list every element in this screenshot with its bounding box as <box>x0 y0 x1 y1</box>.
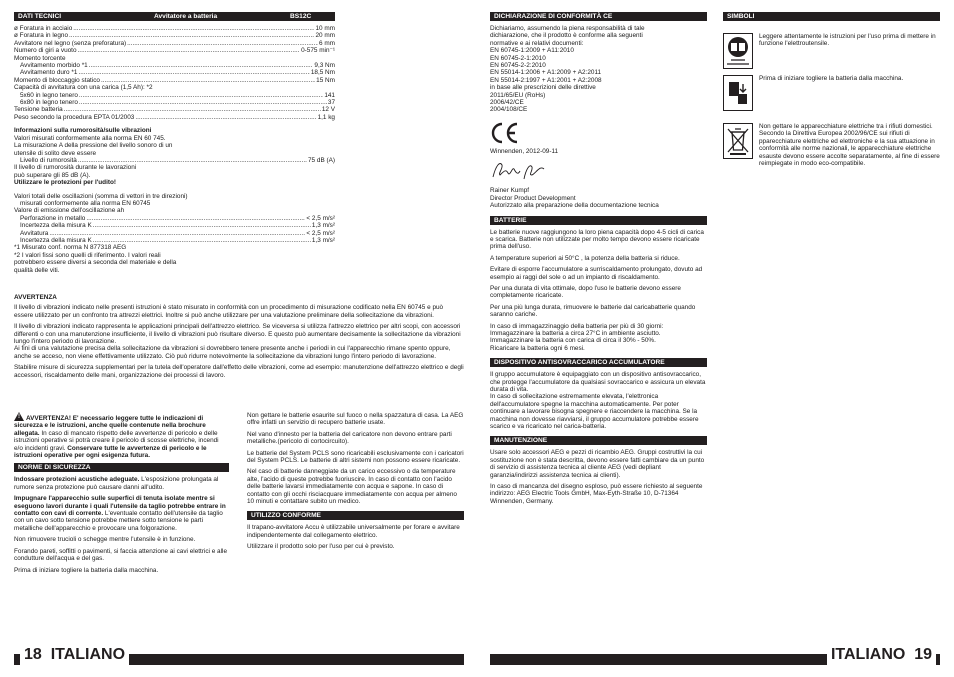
vibration-row <box>14 222 335 229</box>
warning-text: In caso di mancato rispetto delle avvertenze di pericolo e delle istruzioni operative si potrà creare il pericolo di scosse elettriche, incendi e/o incidenti gravi. <box>14 429 219 452</box>
conformity-line: EN 55014-2:1997 + A1:2001 + A2:2008 <box>490 76 602 84</box>
conformity-line: EN 55014-1:2006 + A1:2009 + A2:2011 <box>490 69 602 77</box>
spec-label: ø Foratura in acciaio <box>14 25 73 32</box>
conformity-line: 2006/42/CE <box>490 99 524 107</box>
spec-row <box>14 32 335 39</box>
tech-data-header <box>14 12 335 21</box>
avvertenza-paragraph: Stabilire misure di sicurezza supplementari per la tutela dell'operatore dall'effetto delle vibrazioni, come ad esempio: manutenzione dell'attrezzo elettrico e degli accessori, riscaldamento delle mani, organizzazione dei processi di lavoro. <box>14 364 464 379</box>
spec-row <box>14 62 335 69</box>
manutenzione-paragraph: In caso di mancanza del disegno esploso, può essere richiesto al seguente indirizzo: AEG Electric Tools GmbH, Max-Eyth-Straße 10, D-71364 Winnenden, Germany. <box>490 483 703 505</box>
signatory-authorization: Autorizzato alla preparazione della documentazione tecnica <box>490 202 659 210</box>
utilizzo-title: UTILIZZO CONFORME <box>251 512 321 520</box>
spec-value: 10 mm <box>315 25 335 32</box>
spec-label: ø Foratura in legno <box>14 32 68 40</box>
symbol-row <box>723 33 940 69</box>
conformity-line: dichiarazione, che il prodotto è conforme alla seguenti <box>490 32 643 40</box>
avvertenza-section <box>14 294 464 383</box>
signatory-role: Director Product Development <box>490 194 576 202</box>
noise-title: Informazioni sulla rumorosità/sulle vibrazioni <box>14 127 152 135</box>
warning-bold: AVVERTENZA! E' necessario leggere tutte le indicazioni di sicurezza e le istruzioni, anche quelle contenute nella brochure allegata. <box>14 415 206 437</box>
battery-paragraph: Nel caso di batterie danneggiate da un carico eccessivo o da temperature alte, l'acido di queste potrebbe fuoriuscire. In caso di contatto con l'acido delle batterie lavarsi immediatamente con acqua e sapone. In caso di contatto con gli occhi risciacquare immediatamente con acqua per almeno 10 minuti e contattare subito un medico. <box>247 468 457 506</box>
norme-bold: Indossare protezioni acustiche adeguate. <box>14 476 140 484</box>
spec-value: 12 V <box>321 106 335 114</box>
spec-row <box>14 77 335 84</box>
page-number: 18 <box>24 646 42 663</box>
symbol-row <box>723 75 940 111</box>
tech-data-product: Avvitatore a batteria <box>154 13 218 20</box>
conformity-lines <box>490 25 707 114</box>
conformity-line: EN 60745-2-2:2010 <box>490 62 546 70</box>
vibration-value: < 2,5 m/s² <box>306 229 335 237</box>
batterie-paragraph: Per una durata di vita ottimale, dopo l'uso le batterie devono essere completamente ricaricate. <box>490 284 681 300</box>
tech-data-column <box>14 12 335 274</box>
remove-battery-icon <box>723 75 753 111</box>
torque-label: Momento torcente <box>14 54 66 62</box>
spec-row <box>14 106 335 113</box>
spec-value: 6 mm <box>319 39 335 47</box>
vibration-value: < 2,5 m/s² <box>306 214 335 222</box>
language-label: ITALIANO <box>830 646 906 663</box>
noise-line: Il livello di rumorosità durante le lavorazioni <box>14 164 137 172</box>
conformity-column <box>490 12 707 509</box>
footnote: *1 Misurato conf. norma N 877318 AEG <box>14 244 127 252</box>
dispositivo-header <box>490 358 707 367</box>
spec-row <box>14 92 335 99</box>
spec-value: 18,5 Nm <box>310 69 335 77</box>
norme-paragraph: Forando pareti, soffitti o pavimenti, si faccia attenzione ai cavi elettrici e alle condutture dell'acqua e del gas. <box>14 547 228 563</box>
tech-rows <box>14 25 335 55</box>
spec-value: 0-575 min⁻¹ <box>301 47 335 55</box>
torque-rows <box>14 62 335 77</box>
batterie-title: BATTERIE <box>494 216 527 224</box>
ce-mark-icon <box>490 122 707 144</box>
signatory-name: Rainer Kumpf <box>490 187 530 195</box>
norme-paragraph: Prima di iniziare togliere la batteria dalla macchina. <box>14 566 159 574</box>
batterie-paragraph: Ricaricare la batteria ogni 6 mesi. <box>490 344 585 352</box>
noise-level-label: Livello di rumorosità <box>20 156 77 164</box>
vib-line: Valori totali delle oscillazioni (somma di vettori in tre direzioni) <box>14 192 188 200</box>
manutenzione-title: MANUTENZIONE <box>494 437 548 445</box>
vibration-row <box>14 215 335 222</box>
avvertenza-paragraph: Il livello di vibrazioni indicato nelle presenti istruzioni è stato misurato in conformità con un procedimento di misurazione codificato nella EN 60745 e può essere utilizzato per un confronto tra attrezzi elettrici. Inoltre si può anche utilizzare per una valutazione preliminare della sollecitazione da vibrazioni. <box>14 304 444 319</box>
batterie-paragraph: Evitare di esporre l'accumulatore a surriscaldamento prolungato, dovuto ad esempio ai raggi del sole o ad un impianto di riscaldamento. <box>490 266 703 281</box>
conformity-title: DICHIARAZIONE DI CONFORMITÀ CE <box>494 13 613 20</box>
simboli-title: SIMBOLI <box>727 13 755 20</box>
vibration-value: 1,3 m/s² <box>311 222 335 230</box>
conformity-line: EN 60745-2-1:2010 <box>490 54 546 62</box>
avvertenza-title: AVVERTENZA <box>14 294 57 301</box>
spec-value: 1,1 kg <box>317 113 335 121</box>
batterie-paragraph: Le batterie nuove raggiungono la loro piena capacità dopo 4-5 cicli di carica e scarica. Batterie non utilizzate per molto tempo devono essere ricaricate prima dell'uso. <box>490 228 704 251</box>
norme-paragraph <box>14 495 229 532</box>
safety-column <box>14 412 229 578</box>
footnote: *2 I valori fissi sono quelli di riferimento. I valori reali <box>14 251 161 259</box>
batterie-header <box>490 216 707 225</box>
batterie-paragraph: Immagazzinare la batteria con carica di circa il 30% - 50%. <box>490 337 656 345</box>
page-footer-left <box>20 645 129 665</box>
avvertenza-paragraph: Il livello di vibrazioni indicato rappresenta le applicazioni principali dell'attrezzo elettrico. Se viceversa si utilizza l'attrezzo elettrico per altri scopi, con accessori differenti o con una manutenzione insufficiente, il livello di vibrazioni può risultare diverso. E questo può aumentare decisamente la sollecitazione da vibrazioni lungo l'intero periodo di lavorazione. <box>14 323 461 346</box>
norme-paragraph: Non rimuovere trucioli o schegge mentre l'utensile è in funzione. <box>14 536 196 544</box>
capacity-label: Capacità di avvitatura con una carica (1,5 Ah): *2 <box>14 84 153 92</box>
norme-text: L'eventuale contatto dell'utensile da taglio con un cavo sotto tensione potrebbe mettere sotto tensione le parti metalliche dell'apparecchio e provocare una folgorazione. <box>14 510 223 532</box>
battery-usage-column <box>247 412 464 555</box>
spec-label: Avvitamento morbido *1 <box>20 62 88 70</box>
capacity-rows <box>14 92 335 107</box>
battery-paragraph: Non gettare le batterie esaurite sul fuoco o nella spazzatura di casa. La AEG offre infatti un servizio di recupero batterie usate. <box>247 412 464 427</box>
manutenzione-header <box>490 436 707 445</box>
utilizzo-paragraph: Il trapano-avvitatore Accu è utilizzabile universalmente per forare e avvitare indipendentemente dal collegamento elettrico. <box>247 524 460 539</box>
batterie-paragraph: A temperature superiori ai 50°C , la potenza della batteria si riduce. <box>490 254 680 262</box>
norme-title: NORME DI SICUREZZA <box>18 464 91 472</box>
symbol-text: Leggere attentamente le istruzioni per l'uso prima di mettere in funzione l'elettroutensile. <box>759 33 936 48</box>
conformity-line: 2011/65/EU (RoHs) <box>490 91 546 99</box>
spec-row <box>14 69 335 76</box>
spec-row <box>14 99 335 106</box>
spec-label: Numero di giri a vuoto <box>14 47 77 55</box>
read-manual-icon <box>723 33 753 69</box>
spec-value: 37 <box>327 99 335 107</box>
battery-paragraph: Le batterie del System PCLS sono ricaricabili esclusivamente con i caricatori del System PCLS. Le batterie di altri sistemi non possono essere ricaricate. <box>247 449 464 465</box>
vibration-label: Incertezza della misura K <box>20 236 92 244</box>
vibration-label: Avvitatura <box>20 229 49 237</box>
spec-label: Avvitatore nel legno (senza preforatura) <box>14 39 127 47</box>
conformity-date: Winnenden, 2012-09-11 <box>490 147 559 155</box>
tech-rows-2 <box>14 77 335 84</box>
simboli-header <box>723 12 940 21</box>
conformity-header <box>490 12 707 21</box>
symbol-text: Prima di iniziare togliere la batteria dalla macchina. <box>759 75 904 82</box>
tech-data-model: BS12C <box>290 13 312 20</box>
noise-line: Utilizzare le protezioni per l'udito! <box>14 179 117 187</box>
spec-label: Avvitamento duro *1 <box>20 69 78 77</box>
spec-label: Momento di bloccaggio statico <box>14 76 100 84</box>
vibration-row <box>14 230 335 237</box>
tech-data-title: DATI TECNICI <box>18 13 62 20</box>
symbol-text: Non gettare le apparecchiature elettriche tra i rifiuti domestici. Secondo la Direttiva Europea 2002/96/CE sui rifiuti di pparecchiature elettriche ed elettroniche e la sua attuazione in conformità alle norme nazionali, le apparecchiature elettriche esauste devono essere accolte separatamente, al fine di essere reimpiegate in modo eco-compatibile. <box>759 123 940 168</box>
warning-bold-2: Conservare tutte le avvertenze di pericolo e le istruzioni operative per ogni esigenza futura. <box>14 444 207 460</box>
symbol-row <box>723 123 940 167</box>
spec-row <box>14 47 335 54</box>
conformity-line: normative e ai relativi documenti: <box>490 39 584 47</box>
vibration-label: Perforazione in metallo <box>20 214 86 222</box>
spec-row <box>14 114 335 121</box>
spec-label: 6x80 in legno tenero <box>20 99 78 107</box>
warning-triangle-icon: ! <box>14 412 24 421</box>
norme-bold: Impugnare l'apparecchio sulle superfici di tenuta isolate mentre si eseguono lavori durante i quali l'utensile da taglio potrebbe entrare in contatto con cavi di corrente. <box>14 495 226 518</box>
vibration-label: Incertezza della misura K <box>20 222 92 230</box>
manutenzione-paragraph: Usare solo accessori AEG e pezzi di ricambio AEG. Gruppi costruttivi la cui sostituzione non è stata descritta, devono essere fatti cambiare da un punto di servizio di assistenza tecnica al cliente AEG (vedi depliant garanzia/indirizzi assistenza tecnica ai clienti). <box>490 449 705 479</box>
noise-line: può superare gli 85 dB (A). <box>14 171 91 179</box>
page-footer-right <box>827 645 936 665</box>
spec-value: 15 Nm <box>316 76 335 84</box>
vibration-rows <box>14 215 335 245</box>
crossed-bin-icon <box>723 123 753 159</box>
dispositivo-paragraph: Il gruppo accumulatore è equipaggiato con un dispositivo antisovraccarico, che protegge l'accumulatore da qualsiasi sovraccarico e assicura un elevata durata di vita. <box>490 371 706 393</box>
batterie-paragraph: In caso di immagazzinaggio della batteria per più di 30 giorni: <box>490 322 664 330</box>
spec-value: 20 mm <box>315 32 335 40</box>
conformity-line: EN 60745-1:2009 + A11:2010 <box>490 47 574 55</box>
signature-icon <box>490 159 707 183</box>
conformity-line: in base alle prescrizioni delle direttive <box>490 84 596 92</box>
spec-label: 5x60 in legno tenero <box>20 91 78 99</box>
vib-line: Valore di emissione dell'oscillazione ah <box>14 207 125 215</box>
spec-label: Peso secondo la procedura EPTA 01/2003 <box>14 113 135 121</box>
batterie-paragraph: Immagazzinare la batteria a circa 27°C in ambiente asciutto. <box>490 329 661 337</box>
footnote: potrebbero essere diversi a seconda del materiale e della <box>14 259 177 267</box>
norme-paragraph <box>14 476 229 491</box>
spec-label: Tensione batteria <box>14 106 63 114</box>
vibration-row <box>14 237 335 244</box>
vibration-value: 1,3 m/s² <box>311 236 335 244</box>
noise-line: Valori misurati conformemente alla norma EN 60 745. <box>14 134 166 142</box>
norme-header <box>14 463 229 472</box>
utilizzo-paragraph: Utilizzare il prodotto solo per l'uso per cui è previsto. <box>247 543 395 551</box>
noise-line: La misurazione A della pressione del livello sonoro di un <box>14 142 173 150</box>
spec-row <box>14 25 335 32</box>
page-number: 19 <box>914 646 932 663</box>
spec-value: 141 <box>324 91 335 99</box>
spec-value: 9,3 Nm <box>314 62 335 70</box>
vib-line: misurati conformemente alla norma EN 60745 <box>20 199 151 207</box>
norme-text: L'esposizione prolungata al rumore senza protezione può causare danni all'udito. <box>14 476 219 491</box>
language-label: ITALIANO <box>50 646 126 663</box>
noise-line: utensile di solito deve essere <box>14 149 97 157</box>
tech-rows-3 <box>14 106 335 121</box>
batterie-paragraph: Per una più lunga durata, rimuovere le batterie dal caricabatterie quando saranno cariche. <box>490 303 696 319</box>
dispositivo-title: DISPOSITIVO ANTISOVRACCARICO ACCUMULATORE <box>494 359 665 367</box>
utilizzo-header <box>247 511 464 520</box>
footnote: qualità delle viti. <box>14 266 60 274</box>
conformity-line: 2004/108/CE <box>490 106 528 114</box>
noise-level-row <box>14 157 335 164</box>
conformity-line: Dichiariamo, assumendo la piena responsabilità di tale <box>490 25 645 32</box>
dispositivo-paragraph: In caso di sollecitazione estremamente elevata, l'elettronica dell'accumulatore spegne la macchina automaticamente. Per poter continuare a lavorare bisogna spegnere e riaccendere la macchina. Se la macchina non dovesse riavviarsi, il gruppo accumulatore potrebbe essere scarico e va ricaricato nel carica-batteria. <box>490 393 699 431</box>
noise-level-value: 75 dB (A) <box>308 156 335 164</box>
spec-row <box>14 40 335 47</box>
battery-paragraph: Nel vano d'innesto per la batteria del caricatore non devono entrare parti metalliche.(pericolo di cortocircuito). <box>247 430 452 446</box>
general-warning <box>14 412 229 459</box>
simboli-column <box>723 12 940 173</box>
avvertenza-paragraph: Ai fini di una valutazione precisa della sollecitazione da vibrazioni si dovrebbero tenere presente anche i periodi in cui l'apparecchio rimane spento oppure, anche se acceso, non viene effettivamente utilizzato. Ciò può ridurre notevolmente la sollecitazione da vibrazioni lungo l'intero periodo di lavorazione. <box>14 345 451 360</box>
